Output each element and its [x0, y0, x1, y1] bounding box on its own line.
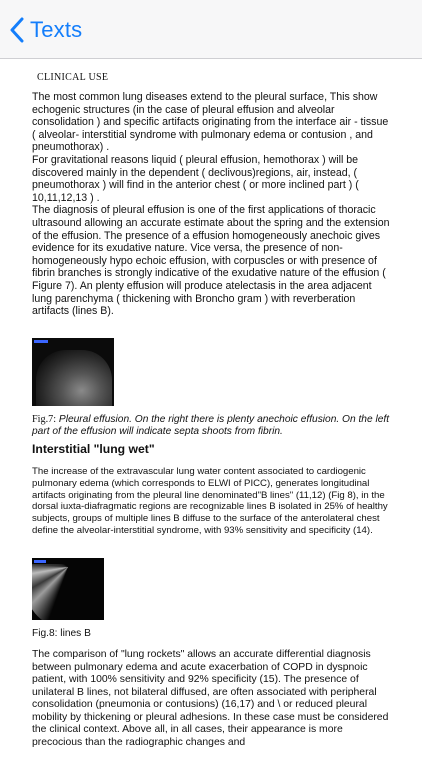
- figure-8-ultrasound-image: [32, 558, 104, 620]
- chevron-left-icon: [10, 17, 24, 43]
- figure-7-text: Pleural effusion. On the right there is plenty anechoic effusion. On the left part of the effusion will indicate septa shoots from fibrin.: [32, 413, 390, 437]
- section-title: CLINICAL USE: [37, 72, 109, 83]
- paragraph-3: The diagnosis of pleural effusion is one of the first applications of thoracic ultrasound allowing an accurate estimate about the spring and the extension of the effusion. The presence of a effusion homogeneously anechoic gives evidence for its exudative nature. Vice versa, the presence of non- homogeneously hypo echoic effusion, with corpuscles or with presence of fibrin branches is strongly indicative of the exudative nature of the effusion ( Figure 7). An plenty effusion will produce atelectasis in the area adjacent lung parenchyma ( thickening with Broncho gram ) with reverberation artifacts (lines B).: [32, 204, 390, 318]
- back-label: Texts: [30, 17, 83, 42]
- comparison-paragraph: The comparison of "lung rockets" allows an accurate differential diagnosis between pulmonary edema and acute exacerbation of COPD in dyspnoic patient, with 100% sensitivity and 92% specificity (15). The presence of unilateral B lines, not bilateral diffused, are often associated with peripheral consolidation (pneumonia or contusions) (16,17) and \ or reduced pleural mobility by thickening or pleural adhesions. In these case must be considered the clinical context. Above all, in all cases, their appearance is more precocious than the radiographic changes and: [32, 649, 389, 748]
- figure-7-ultrasound-image: [32, 338, 114, 406]
- paragraph-2: For gravitational reasons liquid ( pleural effusion, hemothorax ) will be discovered mainly in the dependent ( declivous)regions, air, instead, ( pneumothorax ) will find in the anterior chest ( or more inclined part ) ( 10,11,12,13 ) .: [32, 153, 359, 204]
- navigation-bar: [0, 0, 422, 59]
- interstitial-paragraph: The increase of the extravascular lung water content associated to cardiogenic pulmonary edema (which corresponds to ELWI of PICC), generates longitudinal artifacts originating from the pleural line denominated"B lines" (11,12) (Fig 8), in the dorsal iuxta-diafragmatic regions are recognizable lines B isolated in 25% of healthy subjects, groups of multiple lines B diffuse to the surface of the anterolateral chest define the alveolar-interstitial syndrome, with 93% sensitivity and specificity (14).: [32, 466, 388, 536]
- figure-7-number: Fig.7:: [32, 413, 57, 425]
- back-button[interactable]: [10, 14, 82, 46]
- paragraph-1: The most common lung diseases extend to the pleural surface, This show echogenic structures (in the case of pleural effusion and alveolar consolidation ) and specific artifacts originating from the interface air - tissue ( alveolar- interstitial syndrome with pulmonary edema or contusion , and pneumothorax) .: [32, 91, 389, 154]
- article-content: [32, 72, 392, 760]
- interstitial-heading: Interstitial "lung wet": [32, 442, 155, 457]
- figure-8-caption: Fig.8: lines B: [32, 628, 91, 640]
- figure-7-caption: [32, 414, 392, 438]
